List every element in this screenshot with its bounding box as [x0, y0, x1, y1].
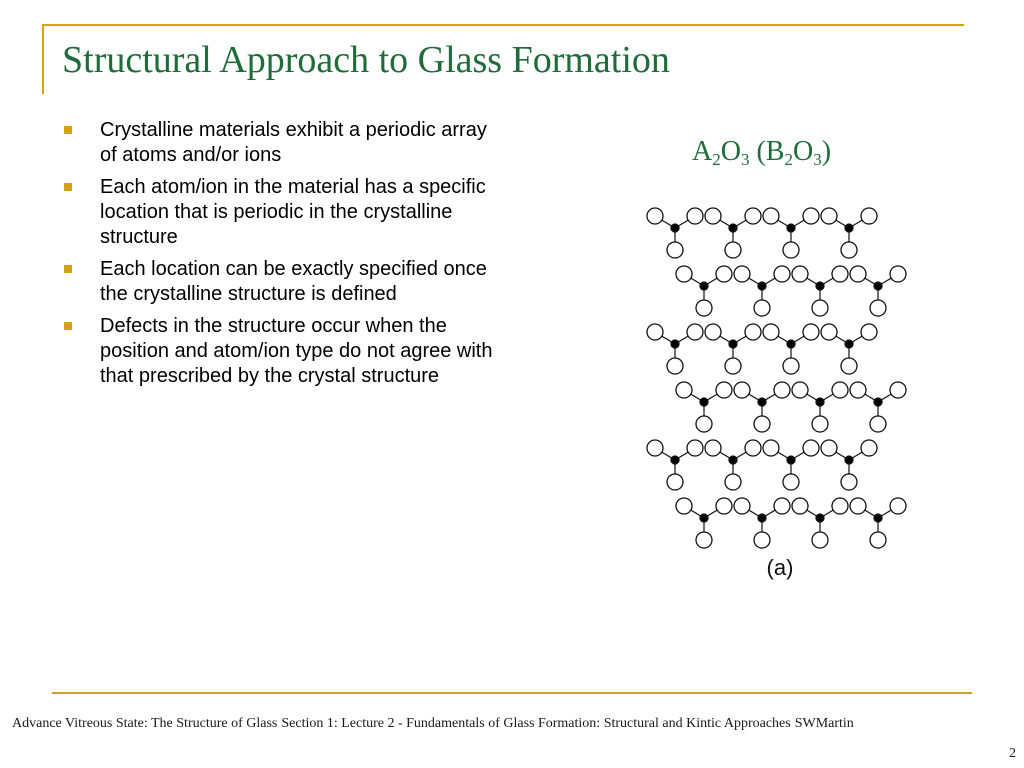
oxygen-atom [783, 358, 799, 374]
bullet-square-icon [64, 183, 72, 191]
oxygen-atom [774, 382, 790, 398]
figure-label: (a) [766, 555, 794, 580]
oxygen-atom [734, 382, 750, 398]
oxygen-atom [783, 474, 799, 490]
formula-o: O [720, 136, 741, 167]
oxygen-atom [812, 532, 828, 548]
oxygen-atom [754, 416, 770, 432]
oxygen-atom [783, 242, 799, 258]
oxygen-atom [647, 208, 663, 224]
oxygen-atom [745, 208, 761, 224]
cation-atom [758, 514, 766, 522]
oxygen-atom [841, 358, 857, 374]
cation-atom [700, 282, 708, 290]
oxygen-atom [774, 266, 790, 282]
oxygen-atom [716, 382, 732, 398]
oxygen-atom [803, 440, 819, 456]
oxygen-atom [754, 300, 770, 316]
formula-a-sub: 2 [712, 150, 721, 169]
cation-atom [845, 340, 853, 348]
oxygen-atom [667, 474, 683, 490]
cation-atom [758, 282, 766, 290]
oxygen-atom [687, 208, 703, 224]
formula-label [692, 136, 831, 168]
oxygen-atom [870, 416, 886, 432]
formula-open: (B [749, 136, 785, 167]
footer-course: Advance Vitreous State: The Structure of Glass [12, 716, 278, 731]
bullet-square-icon [64, 265, 72, 273]
oxygen-atom [716, 498, 732, 514]
bullet-square-icon [64, 126, 72, 134]
formula-a: A [692, 136, 713, 167]
oxygen-atom [696, 300, 712, 316]
bullet-item [62, 314, 502, 389]
oxygen-atom [667, 358, 683, 374]
oxygen-atom [716, 266, 732, 282]
cation-atom [700, 398, 708, 406]
oxygen-atom [687, 440, 703, 456]
cation-atom [671, 224, 679, 232]
oxygen-atom [647, 440, 663, 456]
oxygen-atom [792, 382, 808, 398]
cation-atom [845, 456, 853, 464]
formula-close: ) [821, 136, 832, 167]
bullet-text: Each atom/ion in the material has a specific location that is periodic in the crystalline structure [100, 176, 486, 248]
formula-o2-sub: 3 [813, 150, 822, 169]
oxygen-atom [647, 324, 663, 340]
bullet-list [62, 118, 502, 396]
oxygen-atom [763, 440, 779, 456]
oxygen-atom [705, 440, 721, 456]
oxygen-atom [832, 498, 848, 514]
oxygen-atom [705, 208, 721, 224]
oxygen-atom [861, 440, 877, 456]
bullet-item [62, 257, 502, 307]
footer-author: SWMartin [794, 716, 854, 731]
oxygen-atom [745, 324, 761, 340]
oxygen-atom [763, 208, 779, 224]
oxygen-atom [792, 266, 808, 282]
oxygen-atom [841, 474, 857, 490]
oxygen-atom [870, 532, 886, 548]
cation-atom [729, 224, 737, 232]
lattice-bonds [655, 216, 898, 540]
oxygen-atom [803, 324, 819, 340]
oxygen-atom [734, 266, 750, 282]
oxygen-atom [812, 300, 828, 316]
cation-atom [671, 340, 679, 348]
oxygen-atom [667, 242, 683, 258]
oxygen-atom [734, 498, 750, 514]
oxygen-atom [676, 498, 692, 514]
oxygen-atom [821, 208, 837, 224]
oxygen-atom [850, 498, 866, 514]
oxygen-atom [792, 498, 808, 514]
slide-title: Structural Approach to Glass Formation [62, 39, 670, 81]
cation-atom [758, 398, 766, 406]
oxygen-atom [832, 266, 848, 282]
footer-section: Section 1: Lecture 2 - Fundamentals of Glass Formation: Structural and Kintic Approaches [281, 716, 791, 731]
cation-atom [874, 282, 882, 290]
frame-left-line [42, 24, 44, 94]
oxygen-atom [841, 242, 857, 258]
oxygen-atom [705, 324, 721, 340]
page-number: 2 [1009, 746, 1016, 761]
bullet-item [62, 118, 502, 168]
cation-atom [787, 456, 795, 464]
cation-atom [671, 456, 679, 464]
cation-atom [787, 340, 795, 348]
oxygen-atom [832, 382, 848, 398]
cation-atom [816, 398, 824, 406]
bullet-text: Crystalline materials exhibit a periodic array of atoms and/or ions [100, 119, 487, 166]
cation-atom [874, 398, 882, 406]
crystal-lattice-figure [600, 175, 970, 655]
oxygen-atom [774, 498, 790, 514]
footer [12, 716, 858, 732]
cation-atom [874, 514, 882, 522]
cation-atom [787, 224, 795, 232]
oxygen-atom [850, 382, 866, 398]
oxygen-atom [696, 416, 712, 432]
oxygen-atom [861, 324, 877, 340]
oxygen-atom [676, 382, 692, 398]
oxygen-atom [745, 440, 761, 456]
oxygen-atom [870, 300, 886, 316]
oxygen-atom [890, 498, 906, 514]
cation-atom [816, 282, 824, 290]
oxygen-atom [850, 266, 866, 282]
frame-top-line [42, 24, 964, 26]
oxygen-atom [821, 440, 837, 456]
oxygen-atom [754, 532, 770, 548]
oxygen-atom [821, 324, 837, 340]
formula-o-sub: 3 [740, 150, 750, 169]
oxygen-atom [676, 266, 692, 282]
cation-atom [845, 224, 853, 232]
oxygen-atom [725, 358, 741, 374]
formula-b-sub: 2 [784, 150, 793, 169]
oxygen-atom [696, 532, 712, 548]
cation-atom [816, 514, 824, 522]
oxygen-atom [725, 474, 741, 490]
oxygen-atom [861, 208, 877, 224]
formula-o2: O [792, 136, 814, 167]
oxygen-atom [725, 242, 741, 258]
bullet-text: Each location can be exactly specified once the crystalline structure is defined [100, 258, 487, 305]
oxygen-atom [763, 324, 779, 340]
cation-atom [729, 340, 737, 348]
oxygen-atom [812, 416, 828, 432]
oxygen-atom [890, 266, 906, 282]
footer-divider [52, 692, 972, 694]
oxygen-atom [803, 208, 819, 224]
cation-atom [729, 456, 737, 464]
lattice-atoms [647, 208, 906, 548]
bullet-item [62, 175, 502, 250]
bullet-square-icon [64, 322, 72, 330]
cation-atom [700, 514, 708, 522]
oxygen-atom [890, 382, 906, 398]
bullet-text: Defects in the structure occur when the position and atom/ion type do not agree with that prescribed by the crystal structure [100, 315, 493, 387]
oxygen-atom [687, 324, 703, 340]
